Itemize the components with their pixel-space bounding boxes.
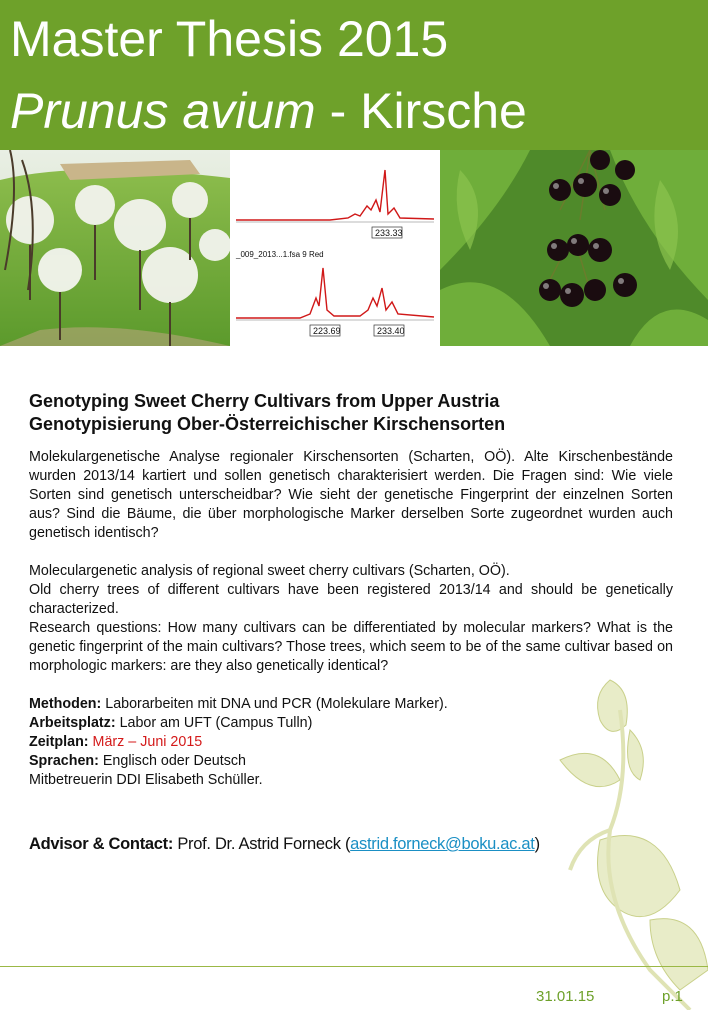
german-paragraph: Molekulargenetische Analyse regionaler Kirschensorten (Scharten, OÖ). Alte Kirschenbestände wurden 2013/14 kartiert und sollen genetisch charakterisiert werden. Die Fragen sind: Wie viele Sorten sind genetisch unterscheidbar? Wie sieht der genetische Fingerprint der einzelnen Sorten aus? Sind die Bäume, die über morphologische Marker derselben Sorte zugeordnet wurden auch genetisch identisch? [29,449,673,541]
heading-de: Genotypisierung Ober-Österreichischer Kirschensorten [29,414,506,434]
title-rest: - Kirsche [315,83,527,139]
languages-value: Englisch oder Deutsch [98,753,246,769]
workplace-value: Labor am UFT (Campus Tulln) [115,715,313,731]
methods-label: Methoden: [29,696,102,712]
title-species: Prunus avium [10,83,316,139]
english-line3: Research questions: How many cultivars can be differentiated by molecular markers? What is the genetic fingerprint of the main cultivars? Those trees, which seem to be of the same cultivar based on morphologic markers: are they also genetically identical? [29,620,673,674]
header-banner [0,0,708,150]
orchard-photo [0,150,230,346]
workplace-label: Arbeitsplatz: [29,715,116,731]
workplace-row [29,714,673,733]
schedule-row [29,733,673,752]
title-line1: Master Thesis 2015 [10,11,449,67]
cosupervisor-row: Mitbetreuerin DDI Elisabeth Schüller. [29,772,263,788]
schedule-value: März – Juni 2015 [88,734,203,750]
advisor-name: Prof. Dr. Astrid Forneck ( [173,835,351,853]
advisor-label: Advisor & Contact: [29,835,174,853]
fsa-file-label: _009_2013...1.fsa 9 Red [236,250,324,259]
languages-row [29,752,673,771]
peak-label-3: 233.40 [377,326,405,336]
schedule-label: Zeitplan: [29,734,89,750]
photo-strip [0,150,708,346]
main-content [29,390,673,790]
footer-date: 31.01.15 [536,988,595,1005]
advisor-email-link[interactable]: astrid.forneck@boku.ac.at [350,835,535,853]
english-line1: Moleculargenetic analysis of regional sweet cherry cultivars (Scharten, OÖ). [29,563,510,579]
electropherogram-image [230,150,440,346]
advisor-contact [29,835,540,854]
english-line2: Old cherry trees of different cultivars have been registered 2013/14 and should be genetically characterized. [29,582,673,617]
cherry-photo [440,150,708,346]
methods-row [29,695,673,714]
heading-en: Genotyping Sweet Cherry Cultivars from Upper Austria [29,391,500,411]
methods-value: Laborarbeiten mit DNA und PCR (Molekulare Marker). [101,696,448,712]
footer-divider [0,966,708,967]
peak-label-2: 223.69 [313,326,341,336]
footer-page-number: p.1 [662,988,683,1005]
advisor-close: ) [534,835,540,853]
languages-label: Sprachen: [29,753,99,769]
peak-label-1: 233.33 [375,228,403,238]
title-line2 [10,83,527,139]
